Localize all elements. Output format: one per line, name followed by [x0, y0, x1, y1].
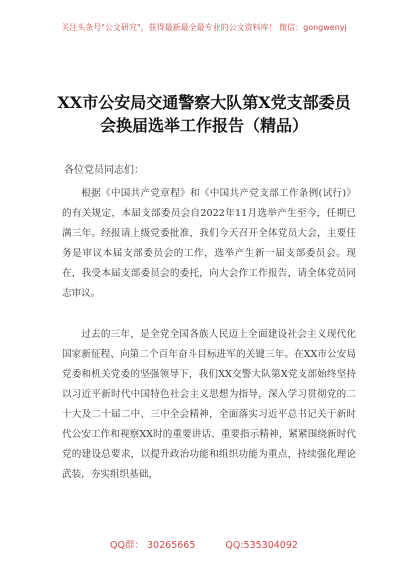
footer-contact: [0, 537, 408, 551]
footer-qq-group: QQ群： 30265665: [110, 540, 196, 551]
body-paragraph: 过去的三年，是全党全国各族人民迈上全面建设社会主义现代化国家新征程、向第二个百年奋斗目标进军的关键三年。在XX市公安局党委和机关党委的坚强领导下，我们XX交警大队第X党支部始终坚持以习近平新时代中国特色社会主义思想为指导，深入学习贯彻党的二十大及二十届二中、三中全会精神，全面落实习近平总书记关于新时代公安工作和视察XX时的重要讲话、重要指示精神，紧紧围绕新时代党的建设总要求，以提升政治功能和组织功能为重点，持续强化理论武装，夯实组织基础，: [62, 329, 356, 480]
document-title-line-1: XX市公安局交通警察大队第X党支部委员: [57, 93, 351, 112]
body-paragraph: 根据《中国共产党章程》和《中国共产党支部工作条例(试行)》的有关规定，本届支部委员会自2022年11月选举产生至今，任期已满三年。经报请上级党委批准，我们今天召开全体党员大会，主要任务是审议本届支部委员会的工作，选举产生新一届支部委员会。现在，我受本届支部委员会的委托，向大会作工作报告，请全体党员同志审议。: [62, 188, 356, 299]
footer-qq: QQ:535304092: [225, 540, 298, 551]
document-title-line-2: 会换届选举工作报告（精品）: [99, 116, 308, 135]
salutation: 各位党员同志们：: [64, 165, 144, 176]
promo-header: 关注头条号"公文研究"，获得最新最全最专业的公文资料库！ 微信：gongwenyj: [61, 23, 347, 32]
